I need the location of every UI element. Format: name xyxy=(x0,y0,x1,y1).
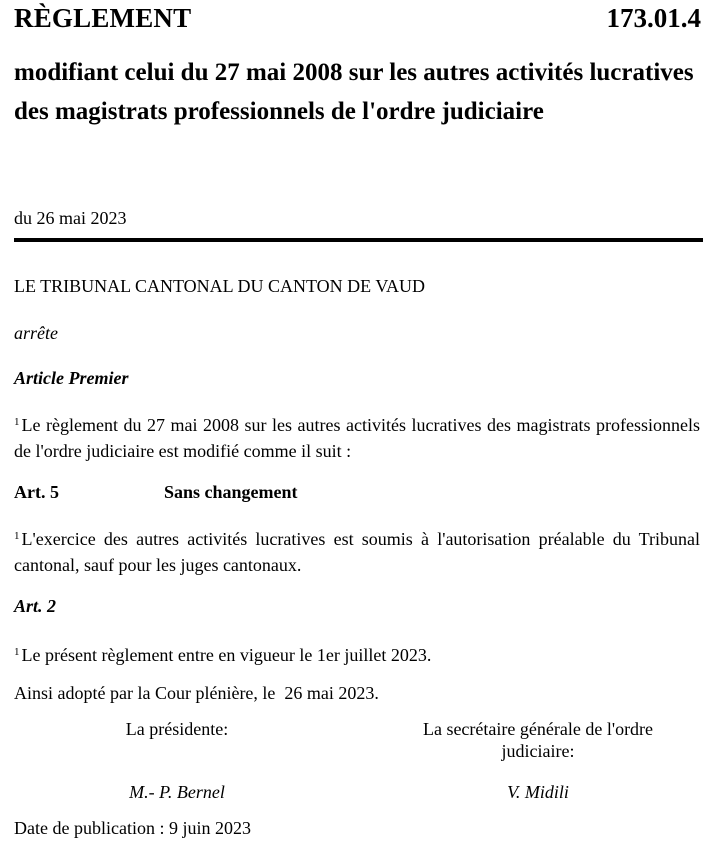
title-divider xyxy=(14,238,703,242)
art2-heading: Art. 2 xyxy=(14,596,57,616)
article-premier-heading: Article Premier xyxy=(14,368,129,388)
president-name: M.- P. Bernel xyxy=(129,782,225,802)
decree-word: arrête xyxy=(14,323,58,343)
issuing-authority: LE TRIBUNAL CANTONAL DU CANTON DE VAUD xyxy=(14,276,426,296)
art5-paragraph xyxy=(14,523,700,578)
secretary-name: V. Midili xyxy=(507,782,569,802)
art5-label: Sans changement xyxy=(164,482,298,502)
publication-date: Date de publication : 9 juin 2023 xyxy=(14,818,251,838)
adoption-statement: Ainsi adopté par la Cour plénière, le 26 mai 2023. xyxy=(14,683,379,703)
president-title: La présidente: xyxy=(125,719,229,739)
document-code: 173.01.4 xyxy=(606,3,701,33)
document-date: du 26 mai 2023 xyxy=(14,208,127,228)
article-premier-paragraph xyxy=(14,409,700,464)
document-title: RÈGLEMENT xyxy=(14,3,192,33)
art2-text: Le présent règlement entre en vigueur le 1er juillet 2023. xyxy=(21,645,432,665)
paragraph-number: 1 xyxy=(14,530,20,542)
art5-text: L'exercice des autres activités lucratives est soumis à l'autorisation préalable du Tribunal cantonal, sauf pour les juges cantonaux. xyxy=(14,529,700,575)
paragraph-number: 1 xyxy=(14,416,20,428)
secretary-title-line1: La secrétaire générale de l'ordre xyxy=(422,719,654,739)
article-premier-text: Le règlement du 27 mai 2008 sur les autres activités lucratives des magistrats professionnels de l'ordre judiciaire est modifié comme il suit : xyxy=(14,415,700,461)
art5-number: Art. 5 xyxy=(14,482,59,502)
document-subtitle: modifiant celui du 27 mai 2008 sur les autres activités lucratives des magistrats professionnels de l'ordre judiciaire xyxy=(14,59,694,125)
paragraph-number: 1 xyxy=(14,646,20,658)
secretary-title-line2: judiciaire: xyxy=(501,741,575,761)
art2-paragraph xyxy=(14,639,700,668)
